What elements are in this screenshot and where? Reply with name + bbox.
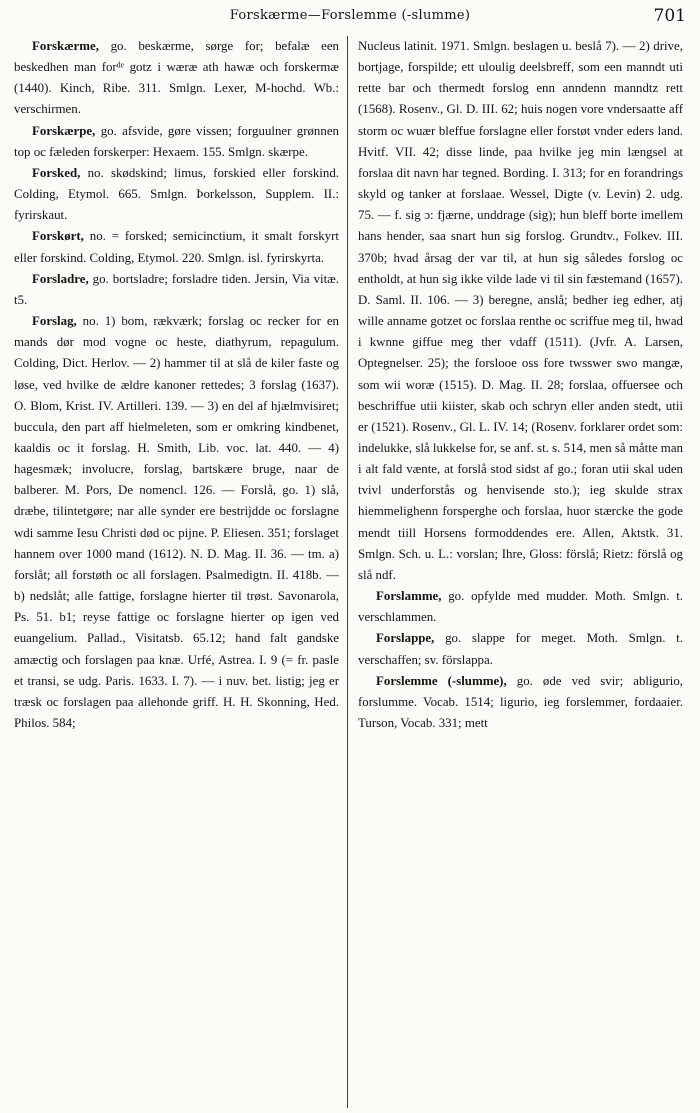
entry-forslemme [358, 671, 683, 734]
entry-forsladre [14, 269, 339, 311]
entry-text: go. slappe for meget. Moth. Smlgn. t. verschaffen; sv. förslappa. [358, 631, 683, 667]
headword: Forslemme (-slumme), [376, 673, 507, 688]
page-header [0, 6, 700, 28]
headword: Forskærme, [32, 39, 99, 53]
entry-text: no. = forsked; semicinctium, it smalt forskyrt eller forskind. Colding, Etymol. 220. Smlgn. isl. fyrirskyrta. [14, 229, 339, 265]
entry-forslamme [358, 586, 683, 628]
page-number: 701 [653, 6, 686, 26]
entry-forskaerpe [14, 121, 339, 163]
right-column [358, 36, 683, 1108]
entry-text: go. opfylde med mudder. Moth. Smlgn. t. verschlammen. [358, 589, 683, 625]
entry-forslag [14, 311, 339, 734]
headword: Forskørt, [32, 229, 84, 244]
entry-forslappe [358, 628, 683, 670]
entry-forslag-continued [358, 36, 683, 586]
entry-text: go. beskærme, sørge for; befalæ een beskedhen man forᵈᵉ gotz i wæræ ath hawæ och forskermæ (1440). Kinch, Ribe. 311. Smlgn. Lexer, M-hochd. Wb.: verschirmen. [14, 39, 339, 117]
headword: Forsladre, [32, 271, 89, 286]
entry-forskort [14, 226, 339, 268]
headword: Forslag, [32, 314, 77, 329]
entry-text: go. afsvide, gøre vissen; forguulner grønnen top oc fæleden forskerper: Hexaem. 155. Smlgn. skærpe. [14, 123, 339, 159]
entry-text: go. bortsladre; forsladre tiden. Jersin, Via vitæ. t5. [14, 271, 339, 307]
headword: Forslappe, [376, 631, 435, 646]
headword: Forsked, [32, 165, 81, 180]
running-head: Forskærme—Forslemme (-slumme) [229, 8, 471, 23]
entry-text: no. 1) bom, rækværk; forslag oc recker for en mands dør mod vogne oc heste, diathyrum, repagulum. Colding, Dict. Herlov. — 2) hammer til at slå de kiler faste og løse, ved hvilke de ældre kanoner rettedes; 3 forslag (1637). O. Blom, Krist. IV. Artilleri. 139. — 3) en del af hjælmvisiret; buccula, den part aff hielmeleten, som er omkring kindbenet, kaaldis oc it forslag. H. Smith, Lib. voc. lat. 440. — 4) hagesmæk; involucre, forslag, bartskære bruge, naar de balberer. M. Pors, De nomencl. 126. — Forslå, go. 1) slå, dræbe, tilintetgøre; nar alle synder ere bestrijdde oc forslagne wdi samme Iesu Christi død oc pijne. P. Eliesen. 351; forslaget hannem over 1000 mand (1612). N. D. Mag. II. 36. — tm. a) forslåt; all forstøth oc all forslagen. Psalmedigtn. II. 418b. — b) nedslåt; alle fattige, forslagne hierter til trøst. Savonarola, Ps. 51. b1; reyse fattige oc forslagne hierter op igen ved euangelium. Pallad., Visitatsb. 65.12; hand falt gandske amæctig och forslagen paa knæ. Urfé, Astrea. I. 9 (= fr. pasle et transi, se udg. Paris. 1633. I. 7). — i nuv. bet. listig; jeg er træsk oc forslagen paa allehonde griff. H. H. Skonning, Hed. Philos. 584; [14, 314, 339, 730]
entry-text: go. øde ved svir; abligurio, forslumme. Vocab. 1514; ligurio, ieg forslemmer, fordaaier. Turson, Vocab. 331; mett [358, 673, 683, 730]
headword: Forslamme, [376, 589, 442, 604]
left-column [14, 36, 339, 1108]
entry-text: no. skødskind; limus, forskied eller forskind. Colding, Etymol. 665. Smlgn. Þorkelsson, Supplem. II.: fyrirskaut. [14, 165, 339, 223]
entry-forskaerme [14, 36, 339, 121]
entry-forsked [14, 163, 339, 226]
entry-text: Nucleus latinit. 1971. Smlgn. beslagen u. beslå 7). — 2) drive, bortjage, forspilde; ett uloulig deelsbreff, som een manndt uti rette bar och thermedt forslog enn anndenn manndtz rett (1568). Rosenv., Gl. D. III. 62; huis nogen vore vndersaatte aff storm oc wuær bleffue forslagne eller forstøt vnder eders land. Hvitf. VII. 42; disse linde, paa hvilke jeg min længsel at forslaa dit navn har tegned. Bording. I. 313; for en forandrings skyld og tanker at forslaae. Wessel, Digte (v. Levin) 2. udg. 75. — f. sig ɔ: fjærne, unddrage (sig); hun bleff borte imellem hans hender, saa snart hun sig forslog. Grundtv., Folkev. III. 370b; hvad årsag der var til, at hun sig således forslog oc entholdt, at hun sig ikke vilde lade vi til sin fæstemand (1657). D. Saml. II. 106. — 3) beregne, anslå; bedher ieg edher, atj wille anname gotzet oc forslaa renthe oc scriffue meg til, hwad i kwnne giffue meg ther vdaff (1511). (Jvfr. A. Larsen, Optegnelser. 25); the forslooe oss fore twsswer swo mangæ, som wii woræ (1515). D. Mag. II. 28; forslaa, offuersee och beschriffue utii kiister, skab och schryn eller anden stedt, utii er (1521). Rosenv., Gl. L. IV. 14; (Rosenv. forklarer ordet som: indelukke, slå lukkelse for, se anf. st. s. 514, men så måtte man i alt fald vænte, at forslå stod sidst af go.; foran utii skal uden tvivl underforstås og henvisende sto.); ieg skulde strax hiemmelighenn forsperghe och forslaa, huor stærcke the gode mendt tiill Horsens formoddendes ere. Allen, Aktstk. 31. Smlgn. Sch. u. L.: vorslan; Ihre, Gloss: förslå; Rietz: förslå og slå ndf. [358, 39, 683, 582]
headword: Forskærpe, [32, 123, 96, 138]
column-rule [347, 36, 348, 1108]
